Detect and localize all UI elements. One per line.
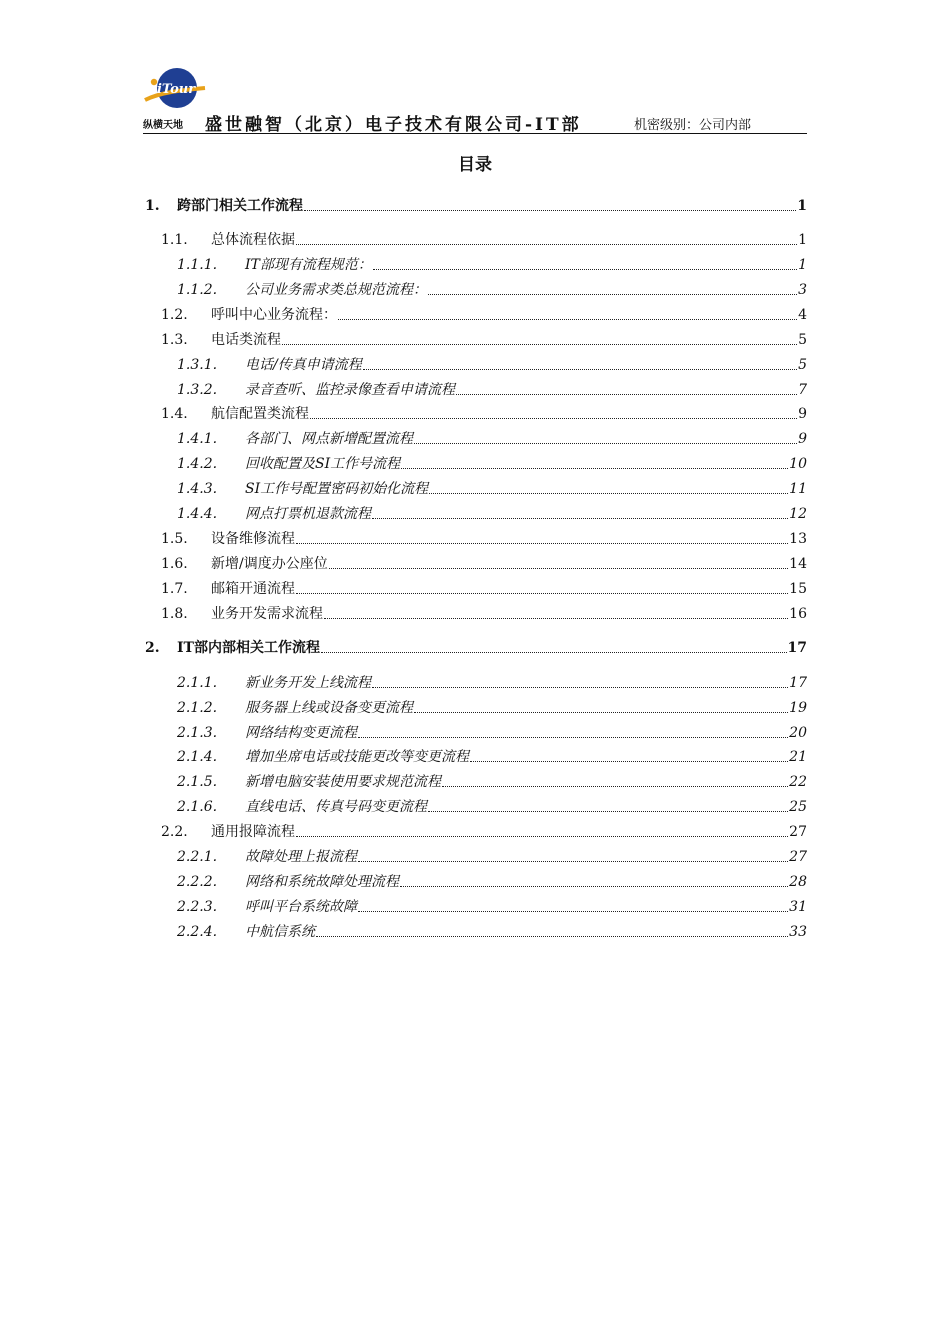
toc-entry-page: 5: [798, 357, 807, 373]
toc-leader-dots: [358, 857, 788, 862]
toc-leader-dots: [310, 414, 797, 419]
toc-entry[interactable]: [177, 504, 807, 524]
toc-leader-dots: [338, 315, 797, 320]
toc-entry-page: 10: [789, 456, 807, 472]
toc-entry-number: 1.8.: [161, 606, 188, 622]
toc-entry[interactable]: [177, 280, 807, 300]
toc-entry-number: 2.1.2.: [177, 700, 218, 716]
toc-entry-page: 27: [789, 849, 807, 865]
toc-entry-number: 1.4.: [161, 406, 188, 422]
toc-entry[interactable]: [161, 330, 807, 350]
toc-leader-dots: [358, 733, 788, 738]
toc-entry[interactable]: [177, 255, 807, 275]
toc-leader-dots: [400, 882, 788, 887]
toc-leader-dots: [442, 782, 788, 787]
toc-entry-page: 25: [789, 799, 807, 815]
toc-entry-number: 1.3.2.: [177, 382, 218, 398]
toc-entry-title: 故障处理上报流程: [245, 849, 357, 865]
toc-entry-page: 1: [798, 257, 807, 273]
toc-leader-dots: [321, 648, 787, 653]
toc-entry[interactable]: [161, 822, 807, 842]
toc-leader-dots: [429, 489, 788, 494]
toc-entry-title: 电话/传真申请流程: [245, 357, 362, 373]
logo-caption: 纵横天地: [143, 120, 183, 131]
toc-entry[interactable]: [161, 305, 807, 325]
toc-entry-number: 1.4.4.: [177, 506, 218, 522]
toc-entry-title: 新增/调度办公座位: [211, 556, 328, 572]
toc-entry-number: 1.1.2.: [177, 282, 218, 298]
toc-entry[interactable]: [177, 429, 807, 449]
toc-entry-page: 15: [789, 581, 807, 597]
toc-entry-number: 1.7.: [161, 581, 188, 597]
page-header: [143, 66, 807, 136]
toc-entry-title: 网络结构变更流程: [245, 725, 357, 741]
toc-entry[interactable]: [177, 847, 807, 867]
toc-entry[interactable]: [177, 355, 807, 375]
toc-entry-title: 航信配置类流程: [211, 406, 309, 422]
toc-entry-title: 电话类流程: [211, 332, 281, 348]
toc-entry-number: 2.1.4.: [177, 749, 218, 765]
toc-entry-page: 9: [798, 431, 807, 447]
toc-entry-number: 1.3.: [161, 332, 188, 348]
toc-entry-number: 2.2.3.: [177, 899, 218, 915]
toc-entry[interactable]: [145, 638, 807, 658]
toc-entry-page: 17: [787, 640, 807, 656]
toc-entry-page: 27: [789, 824, 807, 840]
company-name: 盛世融智（北京）电子技术有限公司-IT部: [205, 115, 582, 135]
toc-entry-page: 1: [797, 198, 807, 214]
toc-leader-dots: [456, 390, 797, 395]
toc-leader-dots: [296, 832, 788, 837]
toc-entry-title: 设备维修流程: [211, 531, 295, 547]
toc-leader-dots: [373, 265, 797, 270]
toc-leader-dots: [329, 564, 788, 569]
toc-entry-number: 2.1.5.: [177, 774, 218, 790]
toc-heading: 目录: [458, 155, 492, 175]
toc-entry-page: 13: [789, 531, 807, 547]
toc-entry[interactable]: [161, 404, 807, 424]
toc-entry-title: 服务器上线或设备变更流程: [245, 700, 413, 716]
toc-entry-page: 4: [798, 307, 807, 323]
toc-entry-page: 5: [798, 332, 807, 348]
toc-leader-dots: [282, 340, 797, 345]
toc-entry-title: 通用报障流程: [211, 824, 295, 840]
toc-entry[interactable]: [177, 698, 807, 718]
toc-entry-title: 业务开发需求流程: [211, 606, 323, 622]
toc-entry-page: 3: [798, 282, 807, 298]
toc-entry-title: 中航信系统: [245, 924, 315, 940]
toc-entry-number: 2.1.1.: [177, 675, 218, 691]
toc-entry-number: 1.1.1.: [177, 257, 218, 273]
toc-entry-number: 2.: [145, 640, 160, 656]
toc-entry-number: 1.4.3.: [177, 481, 218, 497]
toc-entry[interactable]: [177, 897, 807, 917]
toc-leader-dots: [296, 240, 797, 245]
toc-leader-dots: [324, 614, 788, 619]
toc-entry[interactable]: [177, 380, 807, 400]
toc-entry-page: 19: [789, 700, 807, 716]
toc-leader-dots: [428, 807, 788, 812]
toc-entry-number: 1.4.1.: [177, 431, 218, 447]
toc-entry-page: 9: [798, 406, 807, 422]
toc-entry-title: 新业务开发上线流程: [245, 675, 371, 691]
toc-leader-dots: [428, 290, 797, 295]
toc-entry-number: 1.: [145, 198, 160, 214]
confidentiality-label: 机密级别：公司内部: [634, 118, 752, 133]
toc-entry-title: SI工作号配置密码初始化流程: [245, 481, 429, 497]
toc-leader-dots: [304, 206, 796, 211]
toc-entry-title: 呼叫中心业务流程：: [211, 307, 337, 323]
toc-entry-title: 增加坐席电话或技能更改等变更流程: [245, 749, 469, 765]
header-divider: [143, 133, 807, 134]
toc-entry-page: 17: [789, 675, 807, 691]
toc-entry[interactable]: [161, 579, 807, 599]
toc-entry-number: 1.2.: [161, 307, 188, 323]
toc-entry-title: 邮箱开通流程: [211, 581, 295, 597]
toc-entry[interactable]: [161, 230, 807, 250]
toc-entry-title: 总体流程依据: [211, 232, 295, 248]
toc-entry[interactable]: [161, 554, 807, 574]
toc-entry[interactable]: [177, 747, 807, 767]
toc-entry-page: 28: [789, 874, 807, 890]
toc-entry[interactable]: [177, 922, 807, 942]
toc-entry-title: 录音查听、监控录像查看申请流程: [245, 382, 455, 398]
toc-leader-dots: [316, 932, 788, 937]
toc-leader-dots: [296, 539, 788, 544]
toc-entry-title: 呼叫平台系统故障: [245, 899, 357, 915]
toc-leader-dots: [372, 514, 788, 519]
toc-entry-page: 7: [798, 382, 807, 398]
toc-entry-number: 2.1.6.: [177, 799, 218, 815]
toc-entry-title: 新增电脑安装使用要求规范流程: [245, 774, 441, 790]
toc-entry-title: 跨部门相关工作流程: [177, 198, 303, 214]
toc-entry-page: 21: [789, 749, 807, 765]
toc-entry-title: 网络和系统故障处理流程: [245, 874, 399, 890]
toc-entry-title: 回收配置及SI工作号流程: [245, 456, 401, 472]
toc-entry-number: 1.5.: [161, 531, 188, 547]
toc-entry-title: IT部内部相关工作流程: [177, 640, 320, 656]
toc-entry-title: 公司业务需求类总规范流程：: [245, 282, 427, 298]
toc-leader-dots: [401, 464, 788, 469]
toc-leader-dots: [358, 907, 788, 912]
toc-entry-number: 1.6.: [161, 556, 188, 572]
toc-entry-number: 1.3.1.: [177, 357, 218, 373]
toc-entry-page: 20: [789, 725, 807, 741]
toc-entry-title: 直线电话、传真号码变更流程: [245, 799, 427, 815]
toc-entry[interactable]: [177, 723, 807, 743]
toc-entry[interactable]: [177, 673, 807, 693]
toc-entry-title: 网点打票机退款流程: [245, 506, 371, 522]
toc-entry[interactable]: [145, 196, 807, 216]
toc-entry-number: 2.2.: [161, 824, 188, 840]
toc-entry-page: 22: [789, 774, 807, 790]
toc-entry-page: 12: [789, 506, 807, 522]
toc-entry-page: 33: [789, 924, 807, 940]
toc-leader-dots: [414, 708, 788, 713]
toc-entry[interactable]: [161, 604, 807, 624]
toc-entry[interactable]: [177, 772, 807, 792]
toc-entry-number: 1.4.2.: [177, 456, 218, 472]
toc-leader-dots: [470, 757, 788, 762]
toc-entry-title: 各部门、网点新增配置流程: [245, 431, 413, 447]
toc-leader-dots: [363, 365, 797, 370]
toc-entry[interactable]: [177, 797, 807, 817]
toc-entry-page: 16: [789, 606, 807, 622]
toc-entry-page: 1: [798, 232, 807, 248]
toc-entry-title: IT部现有流程规范：: [245, 257, 372, 273]
toc-entry-page: 14: [789, 556, 807, 572]
toc-entry-number: 2.2.4.: [177, 924, 218, 940]
toc-entry[interactable]: [161, 529, 807, 549]
toc-entry-page: 11: [789, 481, 807, 497]
toc-entry[interactable]: [177, 454, 807, 474]
toc-leader-dots: [372, 683, 788, 688]
logo-text: iTour: [156, 82, 196, 97]
toc-entry[interactable]: [177, 479, 807, 499]
toc-leader-dots: [414, 439, 797, 444]
toc-entry-number: 2.1.3.: [177, 725, 218, 741]
toc-entry-number: 2.2.1.: [177, 849, 218, 865]
toc-leader-dots: [296, 589, 788, 594]
toc-entry-number: 2.2.2.: [177, 874, 218, 890]
toc-entry-page: 31: [789, 899, 807, 915]
toc-entry[interactable]: [177, 872, 807, 892]
toc-entry-number: 1.1.: [161, 232, 188, 248]
